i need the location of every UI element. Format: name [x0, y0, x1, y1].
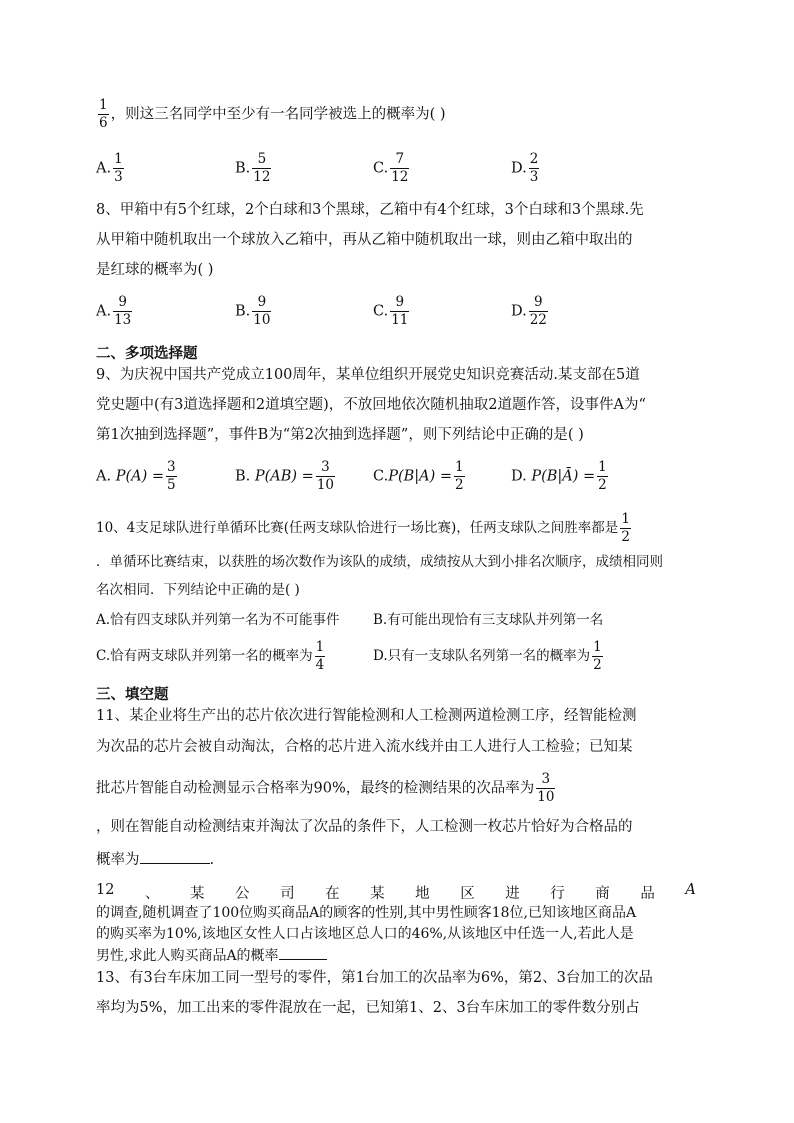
q12-line2: 的调查,随机调查了100位购买商品A的顾客的性别,其中男性顾客18位,已知该地区商品A	[96, 905, 637, 921]
section-heading-fill-blank: 三、填空题	[96, 687, 169, 703]
q9-line2: 党史题中(有3道选择题和2道填空题)，不放回地依次随机抽取2道题作答，设事件A为“	[96, 397, 646, 413]
q8-option-d: D. $\frac{9}{22}$	[511, 294, 547, 328]
q10-option-a: A.恰有四支球队并列第一名为不可能事件	[96, 612, 340, 628]
q13-line2: 率均为5%，加工出来的零件混放在一起，已知第1、2、3台车床加工的零件数分别占	[96, 1000, 640, 1016]
q11-line4: ，则在智能自动检测结束并淘汰了次品的条件下，人工检测一枚芯片恰好为合格品的	[96, 819, 633, 835]
q8-option-b: B. $\frac{9}{10}$	[235, 294, 271, 328]
fraction: $\frac{1}{6}$	[99, 97, 108, 131]
q11-line2: 为次品的芯片会被自动淘汰，合格的芯片进入流水线并由工人进行人工检验；已知某	[96, 739, 633, 755]
q8-line1: 8、甲箱中有5个红球，2个白球和3个黑球，乙箱中有4个红球，3个白球和3个黑球.先	[96, 202, 644, 218]
q13-line1: 13、有3台车床加工同一型号的零件，第1台加工的次品率为6%，第2、3台加工的次品	[96, 970, 653, 986]
q12-line4: 男性,求此人购买商品A的概率	[96, 945, 327, 966]
q10-option-d: D.只有一支球队名列第一名的概率为 $\frac{1}{2}$	[373, 639, 602, 673]
q7-option-d: D. $\frac{2}{3}$	[511, 151, 539, 185]
q12-line3: 的购买率为10%,该地区女性人口占该地区总人口的46%,从该地区中任选一人,若此人是	[96, 926, 634, 942]
q11-line3: 批芯片智能自动检测显示合格率为90%，最终的检测结果的次品率为 $\frac{3}{10}$	[96, 771, 555, 805]
q8-line3: 是红球的概率为( )	[96, 262, 214, 278]
q10-line3: 名次相同．下列结论中正确的是( )	[96, 582, 300, 598]
q8-option-a: A. $\frac{9}{13}$	[96, 294, 132, 328]
q11-line5: 概率为 .	[96, 849, 214, 870]
q9-option-b: B. P(AB) = $\frac{3}{10}$	[235, 459, 335, 493]
q10-line1: 10、4支足球队进行单循环比赛(任两支球队恰进行一场比赛)，任两支球队之间胜率都是 $\frac{1}{2}$	[96, 511, 630, 545]
q8-line2: 从甲箱中随机取出一个球放入乙箱中，再从乙箱中随机取出一球，则由乙箱中取出的	[96, 232, 633, 248]
answer-blank[interactable]	[279, 945, 327, 960]
answer-blank[interactable]	[140, 849, 210, 864]
q9-line1: 9、为庆祝中国共产党成立100周年，某单位组织开展党史知识竞赛活动.某支部在5道	[96, 367, 640, 383]
q10-option-c: C.恰有两支球队并列第一名的概率为 $\frac{1}{4}$	[96, 639, 325, 673]
q7-option-c: C. $\frac{7}{12}$	[373, 151, 409, 185]
q12-line1: 12 、 某 公 司 在 某 地 区 进 行 商 品 A	[96, 882, 696, 902]
q9-line3: 第1次抽到选择题”，事件B为“第2次抽到选择题”，则下列结论中正确的是( )	[96, 427, 584, 443]
q7-stem: $\frac{1}{6}$ ，则这三名同学中至少有一名同学被选上的概率为( )	[99, 97, 446, 131]
q7-option-b: B. $\frac{5}{12}$	[235, 151, 271, 185]
q11-line1: 11、某企业将生产出的芯片依次进行智能检测和人工检测两道检测工序，经智能检测	[96, 708, 637, 724]
q10-line2: ．单循环比赛结束，以获胜的场次数作为该队的成绩，成绩按从大到小排名次顺序，成绩相同则	[96, 554, 663, 570]
q9-option-c: C.P(B|A) = $\frac{1}{2}$	[373, 459, 464, 493]
q9-option-d: D. P(B|Ā) = $\frac{1}{2}$	[511, 459, 607, 493]
q9-option-a: A. P(A) = $\frac{3}{5}$	[96, 459, 176, 493]
q8-option-c: C. $\frac{9}{11}$	[373, 294, 409, 328]
q7-option-a: A. $\frac{1}{3}$	[96, 151, 123, 185]
section-heading-multiple-choice: 二、多项选择题	[96, 346, 198, 362]
q10-option-b: B.有可能出现恰有三支球队并列第一名	[373, 612, 604, 628]
